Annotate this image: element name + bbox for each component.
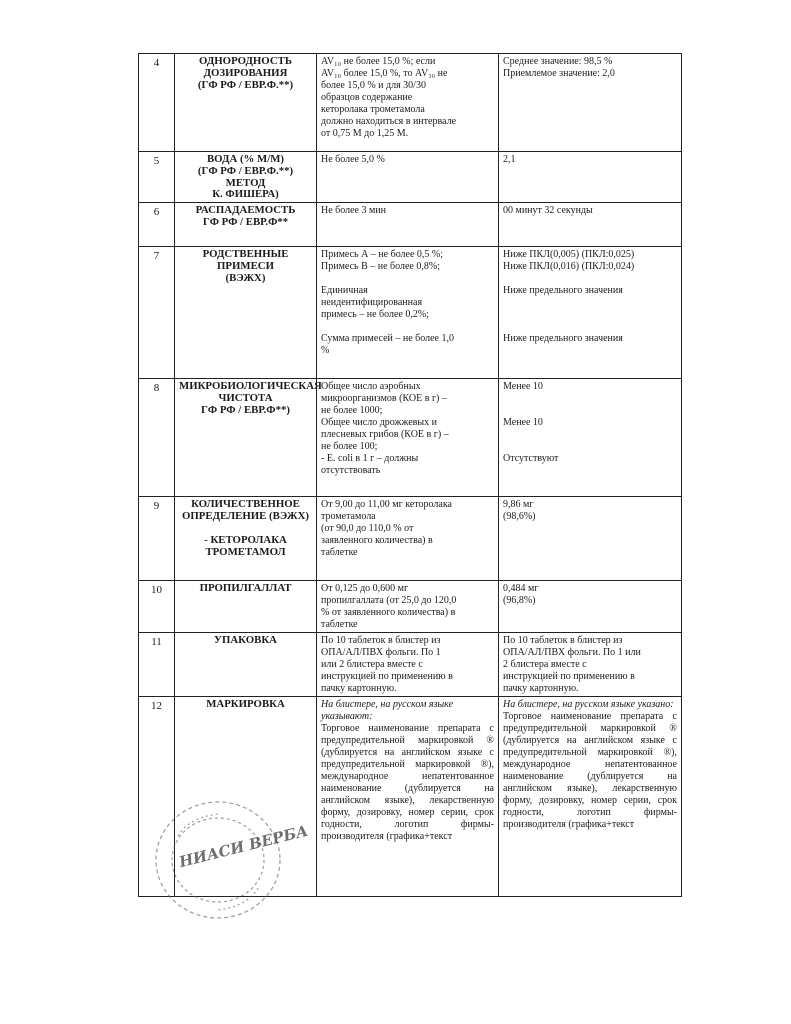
text-line: УПАКОВКА [214,634,277,646]
text-line: Общее число дрожжевых и [321,417,437,428]
requirement-cell [317,633,499,697]
result-cell [499,379,682,497]
text-line [503,429,677,441]
text-line: таблетке [321,547,358,558]
text-line: образцов содержание [321,92,413,103]
text-line: ПРОПИЛГАЛЛАТ [199,582,292,594]
table-row [139,581,682,633]
text-line [503,393,677,405]
text-line: (ГФ РФ / ЕВР.Ф.**) [197,79,294,91]
text-line: таблетке [321,619,358,630]
text-line [321,273,494,285]
result-paragraph: Торговое наименование препарата с предупредительной маркировкой ® (дублируется на английском языке с предупредительной маркировкой ®), международное непатентованное наименование (дублируется на английском языке), лекарственную форму, дозировку, номер серии, срок годности, логотип фирмы-производителя (графика+текст [503,711,677,830]
text-line: Примесь А – не более 0,5 %; [321,249,444,260]
text-line: заявленного количества) в [321,535,433,546]
text-line: ПРИМЕСИ [217,260,274,272]
result-intro: На блистере, на русском языке указано: [503,699,674,710]
text-line: 00 минут 32 секунды [503,205,593,216]
row-number: 12 [139,697,175,897]
requirement-paragraph: Торговое наименование препарата с предупредительной маркировкой ® (дублируется на английском языке с предупредительной маркировкой ®), международное непатентованное наименование (дублируется на английском языке), лекарственную форму, дозировку, номер серии, срок годности, логотип фирмы-производителя (графика+текст [321,723,494,842]
text-line: МИКРОБИОЛОГИЧЕСКАЯ [179,380,322,392]
test-name [175,54,317,152]
text-line: РАСПАДАЕМОСТЬ [195,204,296,216]
text-line: Приемлемое значение: 2,0 [503,68,615,79]
text-line: или 2 блистера вместе с [321,659,423,670]
text-line: AV₁₀ более 15,0 %, то AV₃₀ не [321,68,448,79]
row-number: 4 [139,54,175,152]
text-line: 2 блистера вместе с [503,659,587,670]
text-line: Среднее значение: 98,5 % [503,56,613,67]
text-line [503,297,677,309]
text-line: пропилгаллата (от 25,0 до 120,0 [321,595,457,606]
text-line: Менее 10 [503,381,543,392]
table-row [139,54,682,152]
text-line: Общее число аэробных [321,381,421,392]
result-cell [499,247,682,379]
text-line: (98,6%) [503,511,536,522]
stamp-text: НИАСИ ВЕРБА [177,821,311,872]
text-line: ТРОМЕТАМОЛ [205,546,286,558]
text-line: отсутствовать [321,465,381,476]
text-line: ГФ РФ / ЕВР.Ф**) [201,404,290,416]
result-cell [499,497,682,581]
requirement-cell [317,497,499,581]
text-line: неидентифицированная [321,297,423,308]
text-line: Ниже предельного значения [503,333,623,344]
text-line: не более 1000; [321,405,383,416]
requirement-cell [317,152,499,203]
text-line: ОПРЕДЕЛЕНИЕ (ВЭЖХ) [182,510,309,522]
test-name [175,581,317,633]
table-row [139,247,682,379]
text-line: ВОДА (% М/М) [206,153,285,165]
requirement-cell [317,379,499,497]
text-line [503,405,677,417]
row-number: 9 [139,497,175,581]
text-line: ЧИСТОТА [218,392,273,404]
text-line: Менее 10 [503,417,543,428]
text-line: КОЛИЧЕСТВЕННОЕ [191,498,300,510]
specification-table [138,53,682,897]
text-line: - E. coli в 1 г – должны [321,453,419,464]
requirement-cell [317,203,499,247]
text-line: ГФ РФ / ЕВР.Ф** [202,216,289,228]
row-number: 5 [139,152,175,203]
text-line: (ВЭЖХ) [225,272,266,284]
requirement-cell [317,581,499,633]
text-line: пачку картонную. [503,683,579,694]
text-line: ОДНОРОДНОСТЬ [199,55,292,67]
test-name [175,497,317,581]
text-line: Ниже предельного значения [503,285,623,296]
text-line: ОПА/АЛ/ПВХ фольги. По 1 или [503,647,641,658]
text-line: ДОЗИРОВАНИЯ [203,67,288,79]
text-line: Единичная [321,285,368,296]
text-line: более 15,0 % и для 30/30 [321,80,426,91]
text-line: 0,484 мг [503,583,539,594]
table-row [139,152,682,203]
text-line: от 0,75 М до 1,25 М. [321,128,409,139]
text-line: Примесь В – не более 0,8%; [321,261,440,272]
text-line: кеторолака трометамола [321,104,425,115]
text-line: РОДСТВЕННЫЕ [202,248,289,260]
table-row [139,379,682,497]
text-line: трометамола [321,511,376,522]
test-name [175,379,322,497]
text-line [503,441,677,453]
row-number: 10 [139,581,175,633]
text-line: плесневых грибов (КОЕ в г) – [321,429,449,440]
requirement-cell [317,697,499,897]
row-number: 8 [139,379,175,497]
text-line: (96,8%) [503,595,536,606]
stamp-seal [140,788,311,938]
text-line: микроорганизмов (КОЕ в г) – [321,393,447,404]
text-line: инструкцией по применению в [321,671,453,682]
text-line: Сумма примесей – не более 1,0 [321,333,454,344]
text-line: инструкцией по применению в [503,671,635,682]
text-line [503,273,677,285]
text-line: 9,86 мг [503,499,534,510]
table-row [139,497,682,581]
result-cell [499,54,682,152]
result-cell [499,203,682,247]
text-line: пачку картонную. [321,683,397,694]
text-line: Ниже ПКЛ(0,005) (ПКЛ:0,025) [503,249,635,260]
test-name [175,633,317,697]
text-line: % [321,345,330,356]
row-number: 7 [139,247,175,379]
table-row [139,203,682,247]
text-line: примесь – не более 0,2%; [321,309,429,320]
result-cell [499,581,682,633]
text-line: AV₁₀ не более 15,0 %; если [321,56,436,67]
text-line: не более 100; [321,441,378,452]
text-line: должно находиться в интервале [321,116,457,127]
text-line: % от заявленного количества) в [321,607,456,618]
row-number: 11 [139,633,175,697]
test-name [175,152,317,203]
text-line: По 10 таблеток в блистер из [321,635,441,646]
requirement-cell [317,247,499,379]
text-line: (ГФ РФ / ЕВР.Ф.**) МЕТОД [197,165,296,189]
text-line: От 0,125 до 0,600 мг [321,583,409,594]
table-row [139,633,682,697]
text-line: МАРКИРОВКА [206,698,285,710]
text-line: ОПА/АЛ/ПВХ фольги. По 1 [321,647,441,658]
text-line: От 9,00 до 11,00 мг кеторолака [321,499,452,510]
text-line: (от 90,0 до 110,0 % от [321,523,414,534]
text-line: По 10 таблеток в блистер из [503,635,623,646]
test-name [175,247,317,379]
result-cell [499,152,682,203]
text-line: Ниже ПКЛ(0,016) (ПКЛ:0,024) [503,261,635,272]
text-line [503,309,677,321]
result-cell [499,697,682,897]
text-line: Не более 5,0 % [321,154,385,165]
text-line: - КЕТОРОЛАКА [204,534,287,546]
text-line: Не более 3 мин [321,205,387,216]
result-cell [499,633,682,697]
text-line: Отсутствуют [503,453,559,464]
requirement-cell [317,54,499,152]
row-number: 6 [139,203,175,247]
requirement-intro: На блистере, на русском языке указывают: [321,699,456,722]
text-line [321,321,494,333]
text-line [503,321,677,333]
test-name [175,203,317,247]
text-line: К. ФИШЕРА) [212,188,279,200]
text-line: 2,1 [503,154,516,165]
